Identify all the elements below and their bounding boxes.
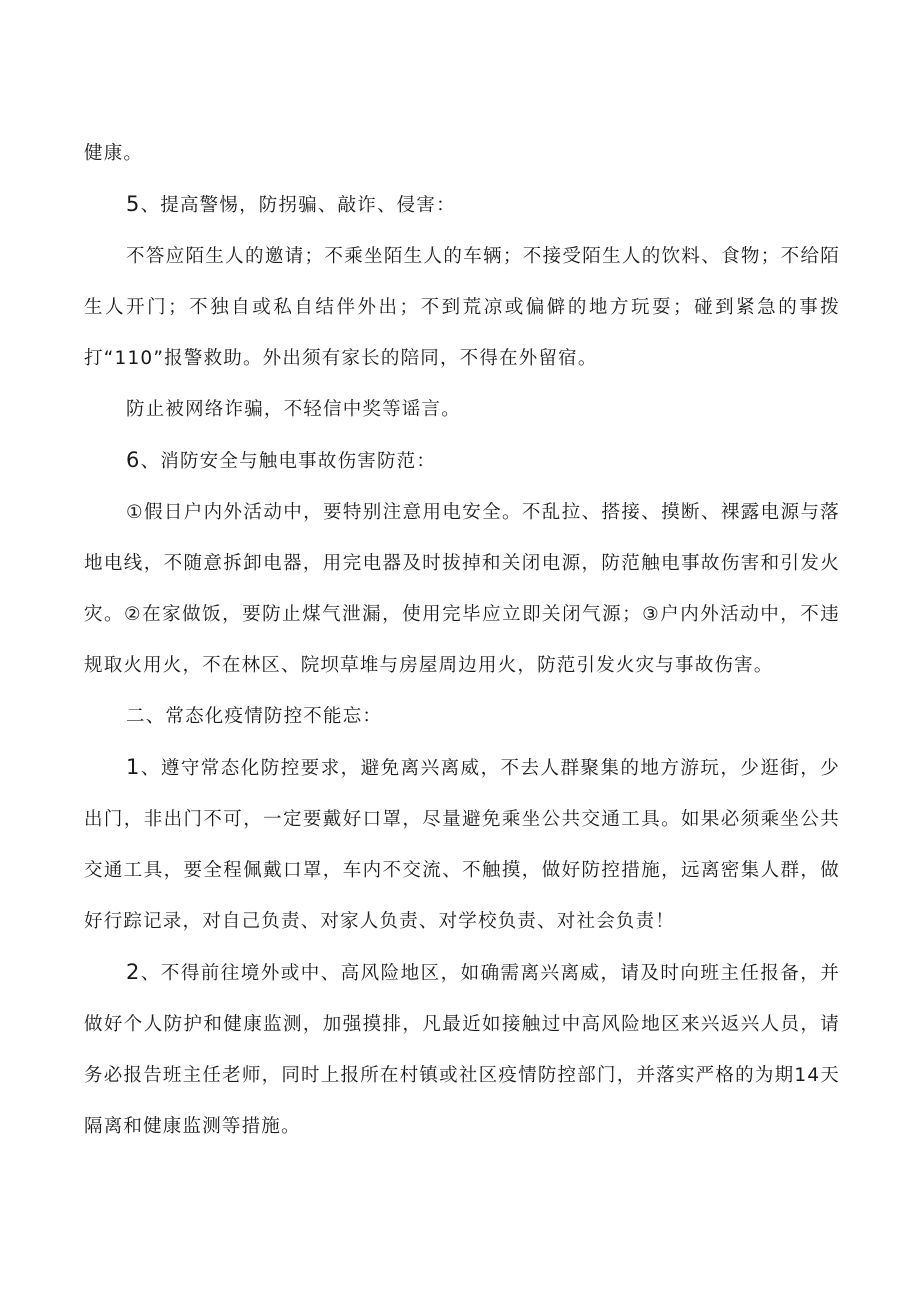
- section-heading-2: [84, 691, 840, 742]
- paragraph-text: 防止被网络诈骗，不轻信中奖等谣言。: [126, 399, 461, 420]
- paragraph-text: ①假日户内外活动中，要特别注意用电安全。不乱拉、搭接、摸断、裸露电源与落地电线，不随意拆卸电器，用完电器及时拔掉和关闭电源，防范触电事故伤害和引发火灾。②在家做饭，要防止煤气泄漏，使用完毕应立即关闭气源；③户内外活动中，不违规取火用火，不在林区、院坝草堆与房屋周边用火，防范引发火灾与事故伤害。: [84, 502, 840, 676]
- list-item-number: 1: [126, 755, 141, 779]
- paragraph-health-tail: [84, 128, 840, 179]
- section-heading-text: 二、常态化疫情防控不能忘：: [126, 706, 383, 727]
- list-item-number: 2: [126, 960, 141, 984]
- paragraph-text: 健康。: [84, 143, 144, 164]
- list-item-text: 、遵守常态化防控要求，避免离兴离威，不去人群聚集的地方游玩，少逛街，少出门，非出门不可，一定要戴好口罩，尽量避免乘坐公共交通工具。如果必须乘坐公共交通工具，要全程佩戴口罩，车内不交流、不触摸，做好防控措施，远离密集人群，做好行踪记录，对自己负责、对家人负责、对学校负责、对社会负责！: [84, 758, 840, 932]
- document-body: [84, 128, 840, 1152]
- heading-text: 、消防安全与触电事故伤害防范：: [140, 451, 437, 472]
- heading-item-5: [84, 179, 840, 231]
- paragraph-fire-electric: [84, 487, 840, 691]
- heading-number: 6: [126, 448, 141, 472]
- paragraph-strangers: [84, 231, 840, 384]
- list-item-1: [84, 742, 840, 947]
- list-item-text: 、不得前往境外或中、高风险地区，如确需离兴离威，请及时向班主任报备，并做好个人防护和健康监测，加强摸排，凡最近如接触过中高风险地区来兴返兴人员，请务必报告班主任老师，同时上报所在村镇或社区疫情防控部门，并落实严格的为期14天隔离和健康监测等措施。: [84, 963, 840, 1137]
- paragraph-text: 不答应陌生人的邀请；不乘坐陌生人的车辆；不接受陌生人的饮料、食物；不给陌生人开门；不独自或私自结伴外出；不到荒凉或偏僻的地方玩耍；碰到紧急的事拨打“110”报警救助。外出须有家长的陪同，不得在外留宿。: [84, 246, 840, 369]
- heading-item-6: [84, 435, 840, 487]
- paragraph-online-fraud: [84, 384, 840, 435]
- list-item-2: [84, 947, 840, 1152]
- heading-text: 、提高警惕，防拐骗、敲诈、侵害：: [140, 195, 456, 216]
- heading-number: 5: [126, 192, 141, 216]
